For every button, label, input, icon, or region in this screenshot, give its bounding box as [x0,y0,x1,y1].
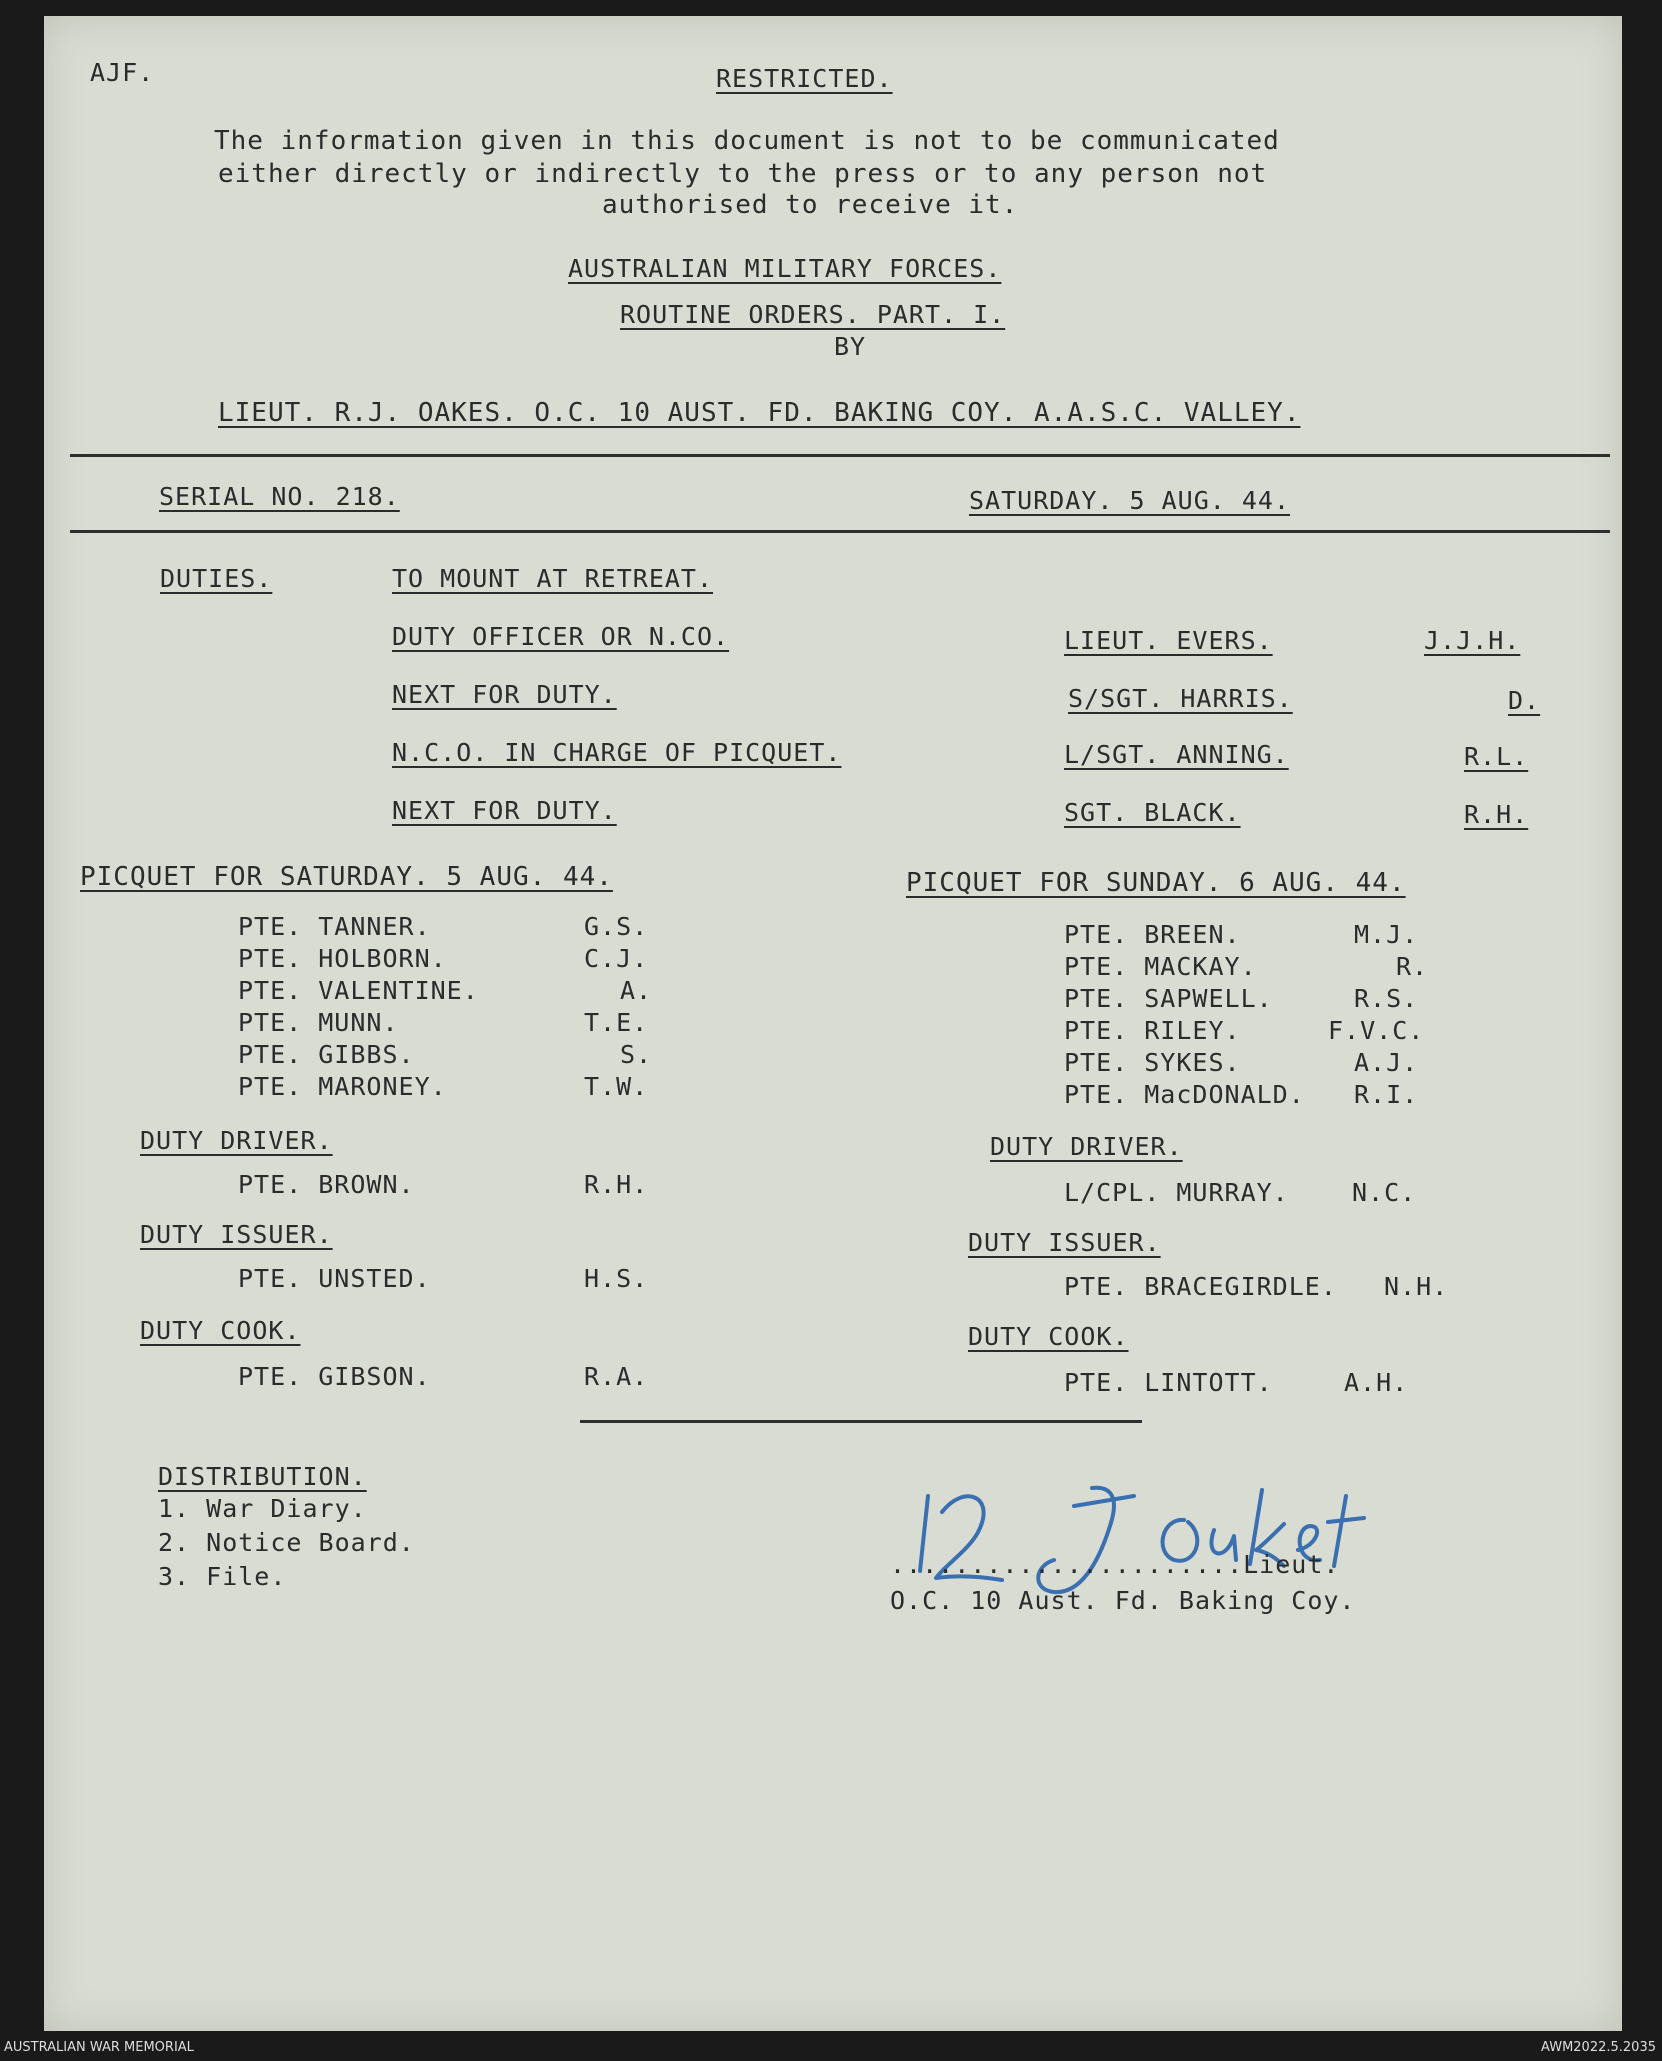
picquet-member-name: PTE. TANNER. [238,912,431,941]
distribution-item: 1. War Diary. [158,1494,367,1523]
picquet-member-initials: A.J. [1354,1048,1419,1077]
picquet-member-name: PTE. GIBBS. [238,1040,415,1069]
distribution-item: 3. File. [158,1562,287,1591]
picquet-member-name: PTE. RILEY. [1064,1016,1241,1045]
left-cook-initials: R.A. [584,1362,649,1391]
org-heading: AUSTRALIAN MILITARY FORCES. [568,254,1002,283]
picquet-member-name: PTE. MACKAY. [1064,952,1257,981]
duty-rank-name: L/SGT. ANNING. [1064,740,1289,769]
picquet-member-initials: S. [620,1040,653,1069]
picquet-member-name: PTE. MacDONALD. [1064,1080,1305,1109]
right-cook-heading: DUTY COOK. [968,1322,1129,1351]
distribution-item: 2. Notice Board. [158,1528,415,1557]
duty-role: NEXT FOR DUTY. [392,680,617,709]
signature-dots-rank: ......................Lieut. [890,1550,1340,1579]
order-date: SATURDAY. 5 AUG. 44. [969,486,1291,515]
picquet-member-name: PTE. HOLBORN. [238,944,447,973]
left-issuer-initials: H.S. [584,1264,649,1293]
duty-role: N.C.O. IN CHARGE OF PICQUET. [392,738,842,767]
duty-rank-name: S/SGT. HARRIS. [1068,684,1293,713]
duty-initials: D. [1508,686,1541,715]
duties-subheading: TO MOUNT AT RETREAT. [392,564,714,593]
right-cook-initials: A.H. [1344,1368,1409,1397]
duty-role: NEXT FOR DUTY. [392,796,617,825]
notice-line-3: authorised to receive it. [602,190,1019,220]
right-driver-initials: N.C. [1352,1178,1417,1207]
divider-top [70,454,1610,457]
by-label: BY [834,332,867,361]
notice-line-2: either directly or indirectly to the press or to any person not [218,159,1268,189]
footer-accession: AWM2022.5.2035 [1541,2040,1656,2055]
left-cook-name: PTE. GIBSON. [238,1362,431,1391]
right-cook-name: PTE. LINTOTT. [1064,1368,1273,1397]
picquet-member-initials: A. [620,976,653,1005]
duty-role: DUTY OFFICER OR N.CO. [392,622,730,651]
picquet-member-initials: R.I. [1354,1080,1419,1109]
signatory-title: O.C. 10 Aust. Fd. Baking Coy. [890,1586,1356,1615]
right-issuer-name: PTE. BRACEGIRDLE. [1064,1272,1337,1301]
picquet-member-initials: G.S. [584,912,649,941]
orders-heading: ROUTINE ORDERS. PART. I. [620,300,1006,329]
footer-institution: AUSTRALIAN WAR MEMORIAL [4,2040,194,2055]
classification-heading: RESTRICTED. [716,64,893,93]
picquet-member-initials: T.W. [584,1072,649,1101]
picquet-member-initials: F.V.C. [1328,1016,1425,1045]
right-issuer-initials: N.H. [1384,1272,1449,1301]
picquet-left-heading: PICQUET FOR SATURDAY. 5 AUG. 44. [80,862,613,892]
picquet-member-name: PTE. SAPWELL. [1064,984,1273,1013]
picquet-member-name: PTE. MARONEY. [238,1072,447,1101]
handwritten-signature [884,1466,1444,1606]
issuer-line: LIEUT. R.J. OAKES. O.C. 10 AUST. FD. BAKING COY. A.A.S.C. VALLEY. [218,398,1301,428]
document-page [44,16,1622,2031]
file-reference: AJF. [90,58,155,87]
picquet-member-initials: R. [1396,952,1429,981]
left-issuer-heading: DUTY ISSUER. [140,1220,333,1249]
distribution-heading: DISTRIBUTION. [158,1462,367,1491]
right-driver-heading: DUTY DRIVER. [990,1132,1183,1161]
picquet-member-name: PTE. VALENTINE. [238,976,479,1005]
serial-number: SERIAL NO. 218. [159,482,400,511]
left-cook-heading: DUTY COOK. [140,1316,301,1345]
closing-rule [580,1420,1142,1423]
duties-heading: DUTIES. [160,564,273,593]
duty-initials: R.L. [1464,742,1529,771]
left-driver-name: PTE. BROWN. [238,1170,415,1199]
right-issuer-heading: DUTY ISSUER. [968,1228,1161,1257]
right-driver-name: L/CPL. MURRAY. [1064,1178,1289,1207]
picquet-member-initials: T.E. [584,1008,649,1037]
divider-bottom [70,530,1610,533]
duty-rank-name: LIEUT. EVERS. [1064,626,1273,655]
picquet-member-name: PTE. SYKES. [1064,1048,1241,1077]
picquet-member-name: PTE. MUNN. [238,1008,399,1037]
picquet-member-initials: M.J. [1354,920,1419,949]
picquet-member-initials: R.S. [1354,984,1419,1013]
picquet-right-heading: PICQUET FOR SUNDAY. 6 AUG. 44. [906,868,1406,898]
left-driver-initials: R.H. [584,1170,649,1199]
picquet-member-initials: C.J. [584,944,649,973]
duty-rank-name: SGT. BLACK. [1064,798,1241,827]
notice-line-1: The information given in this document is not to be communicated [214,126,1280,156]
picquet-member-name: PTE. BREEN. [1064,920,1241,949]
left-issuer-name: PTE. UNSTED. [238,1264,431,1293]
duty-initials: R.H. [1464,800,1529,829]
left-driver-heading: DUTY DRIVER. [140,1126,333,1155]
duty-initials: J.J.H. [1424,626,1521,655]
